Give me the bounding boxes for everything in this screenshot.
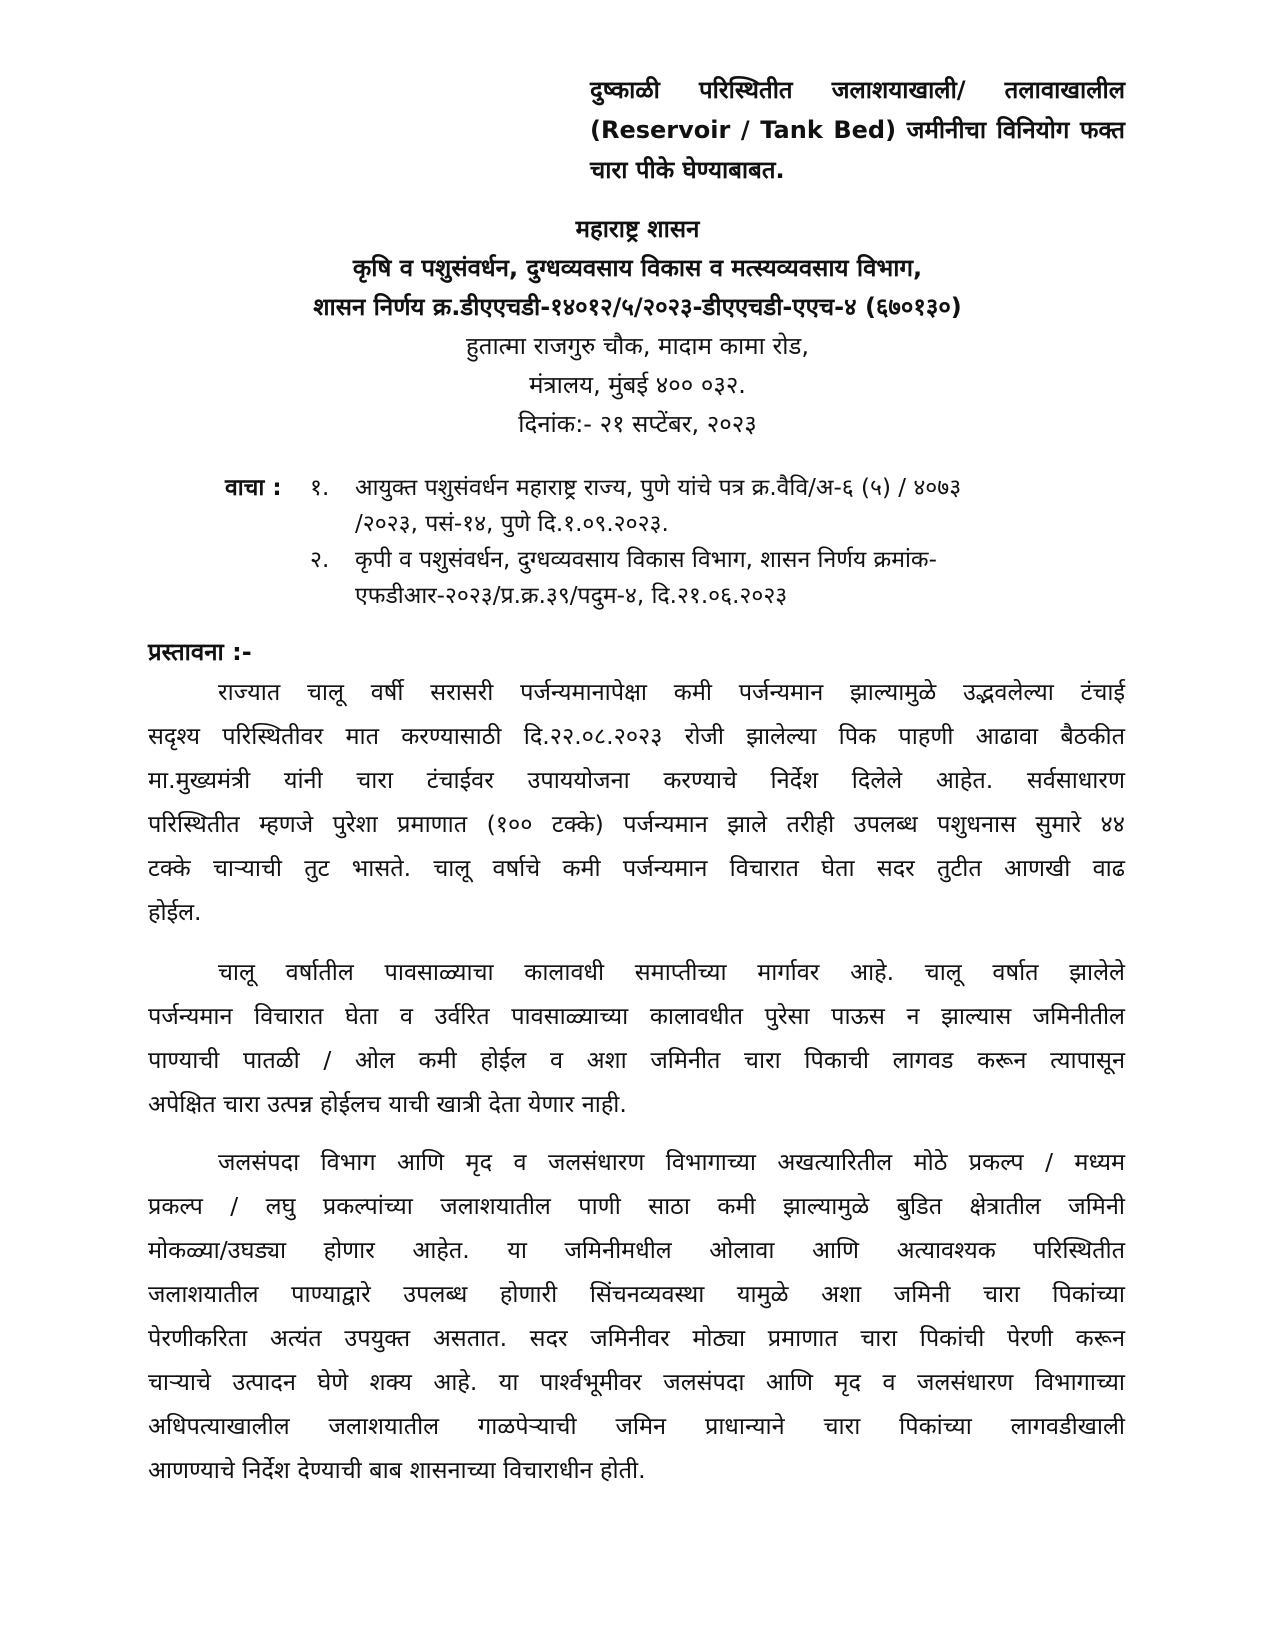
- issue-date: दिनांक:- २१ सप्टेंबर, २०२३: [518, 410, 757, 438]
- paragraph-line: मोकळ्या/उघड्या होणार आहेत. या जमिनीमधील ओलावा आणि अत्यावश्यक परिस्थितीत: [148, 1236, 1125, 1264]
- paragraph-line: परिस्थितीत म्हणजे पुरेशा प्रमाणात (१०० टक्के) पर्जन्यमान झाले तरीही उपलब्ध पशुधनास सुमारे ४४: [148, 810, 1125, 838]
- paragraph-line: अधिपत्याखालील जलाशयातील गाळपेऱ्याची जमिन प्राधान्याने चारा पिकांच्या लागवडीखाली: [148, 1412, 1125, 1440]
- paragraph-line: राज्यात चालू वर्षी सरासरी पर्जन्यमानापेक्षा कमी पर्जन्यमान झाल्यामुळे उद्भवलेल्या टंचाई: [218, 678, 1125, 706]
- gr-number: शासन निर्णय क्र.डीएएचडी-१४०१२/५/२०२३-डीएएचडी-एएच-४ (६७०१३०): [313, 293, 962, 321]
- paragraph-line: पाण्याची पातळी / ओल कमी होईल व अशा जमिनीत चारा पिकाची लागवड करून त्यापासून: [148, 1046, 1125, 1074]
- paragraph: [148, 670, 1125, 934]
- reference-number: १.: [310, 475, 330, 501]
- paragraph-line: पेरणीकरिता अत्यंत उपयुक्त असतात. सदर जमिनीवर मोठ्या प्रमाणात चारा पिकांची पेरणी करून: [148, 1324, 1125, 1352]
- department-name: कृषि व पशुसंवर्धन, दुग्धव्यवसाय विकास व मत्स्यव्यवसाय विभाग,: [352, 254, 923, 282]
- reference-line: कृपी व पशुसंवर्धन, दुग्धव्यवसाय विकास विभाग, शासन निर्णय क्रमांक-: [355, 547, 937, 573]
- paragraph-line: जलाशयातील पाण्याद्वारे उपलब्ध होणारी सिंचनव्यवस्था यामुळे अशा जमिनी चारा पिकांच्या: [148, 1280, 1125, 1308]
- paragraph-line: चाऱ्याचे उत्पादन घेणे शक्य आहे. या पार्श्वभूमीवर जलसंपदा आणि मृद व जलसंधारण विभागाच्या: [148, 1368, 1125, 1396]
- reference-line: आयुक्त पशुसंवर्धन महाराष्ट्र राज्य, पुणे यांचे पत्र क्र.वैवि/अ-६ (५) / ४०७३: [355, 475, 962, 501]
- reference-line: /२०२३, पसं-१४, पुणे दि.१.०९.२०२३.: [355, 511, 669, 537]
- paragraph-line: मा.मुख्यमंत्री यांनी चारा टंचाईवर उपाययोजना करण्याचे निर्देश दिलेले आहेत. सर्वसाधारण: [148, 766, 1125, 794]
- paragraph: [148, 1140, 1125, 1492]
- paragraph-line: अपेक्षित चारा उत्पन्न होईलच याची खात्री देता येणार नाही.: [148, 1090, 627, 1118]
- paragraph-line: प्रकल्प / लघु प्रकल्पांच्या जलाशयातील पाणी साठा कमी झाल्यामुळे बुडित क्षेत्रातील जमिनी: [148, 1192, 1125, 1220]
- paragraph-line: पर्जन्यमान विचारात घेता व उर्वरित पावसाळ्याच्या कालावधीत पुरेसा पाऊस न झाल्यास जमिनीतील: [148, 1002, 1125, 1030]
- subject-line: चारा पीके घेण्याबाबत.: [590, 156, 785, 184]
- letterhead: [150, 210, 1125, 444]
- paragraph-line: आणण्याचे निर्देश देण्याची बाब शासनाच्या विचाराधीन होती.: [148, 1456, 646, 1484]
- subject-block: [590, 70, 1125, 190]
- reference-number: २.: [310, 547, 330, 573]
- government-name: महाराष्ट्र शासन: [575, 215, 700, 243]
- paragraph-line: चालू वर्षातील पावसाळ्याचा कालावधी समाप्तीच्या मार्गावर आहे. चालू वर्षात झालेले: [218, 958, 1125, 986]
- paragraph: [148, 950, 1125, 1126]
- paragraph-line: टक्के चाऱ्याची तुट भासते. चालू वर्षाचे कमी पर्जन्यमान विचारात घेता सदर तुटीत आणखी वाढ: [148, 854, 1125, 882]
- references-label: वाचा :: [225, 475, 282, 501]
- paragraph-line: होईल.: [148, 898, 202, 926]
- reference-text: [355, 470, 1075, 542]
- reference-text: [355, 542, 1075, 614]
- paragraph-line: सदृश्य परिस्थितीवर मात करण्यासाठी दि.२२.०८.२०२३ रोजी झालेल्या पिक पाहणी आढावा बैठकीत: [148, 722, 1125, 750]
- address-line: हुतात्मा राजगुरु चौक, मादाम कामा रोड,: [466, 332, 809, 360]
- section-title: प्रस्तावना :-: [148, 638, 252, 666]
- subject-line: दुष्काळी परिस्थितीत जलाशयाखाली/ तलावाखालील: [590, 76, 1125, 104]
- subject-line: (Reservoir / Tank Bed) जमीनीचा विनियोग फक्त: [590, 116, 1125, 144]
- paragraph-line: जलसंपदा विभाग आणि मृद व जलसंधारण विभागाच्या अखत्यारितील मोठे प्रकल्प / मध्यम: [218, 1148, 1125, 1176]
- reference-line: एफडीआर-२०२३/प्र.क्र.३९/पदुम-४, दि.२१.०६.२०२३: [355, 583, 788, 609]
- address-line: मंत्रालय, मुंबई ४०० ०३२.: [529, 371, 746, 399]
